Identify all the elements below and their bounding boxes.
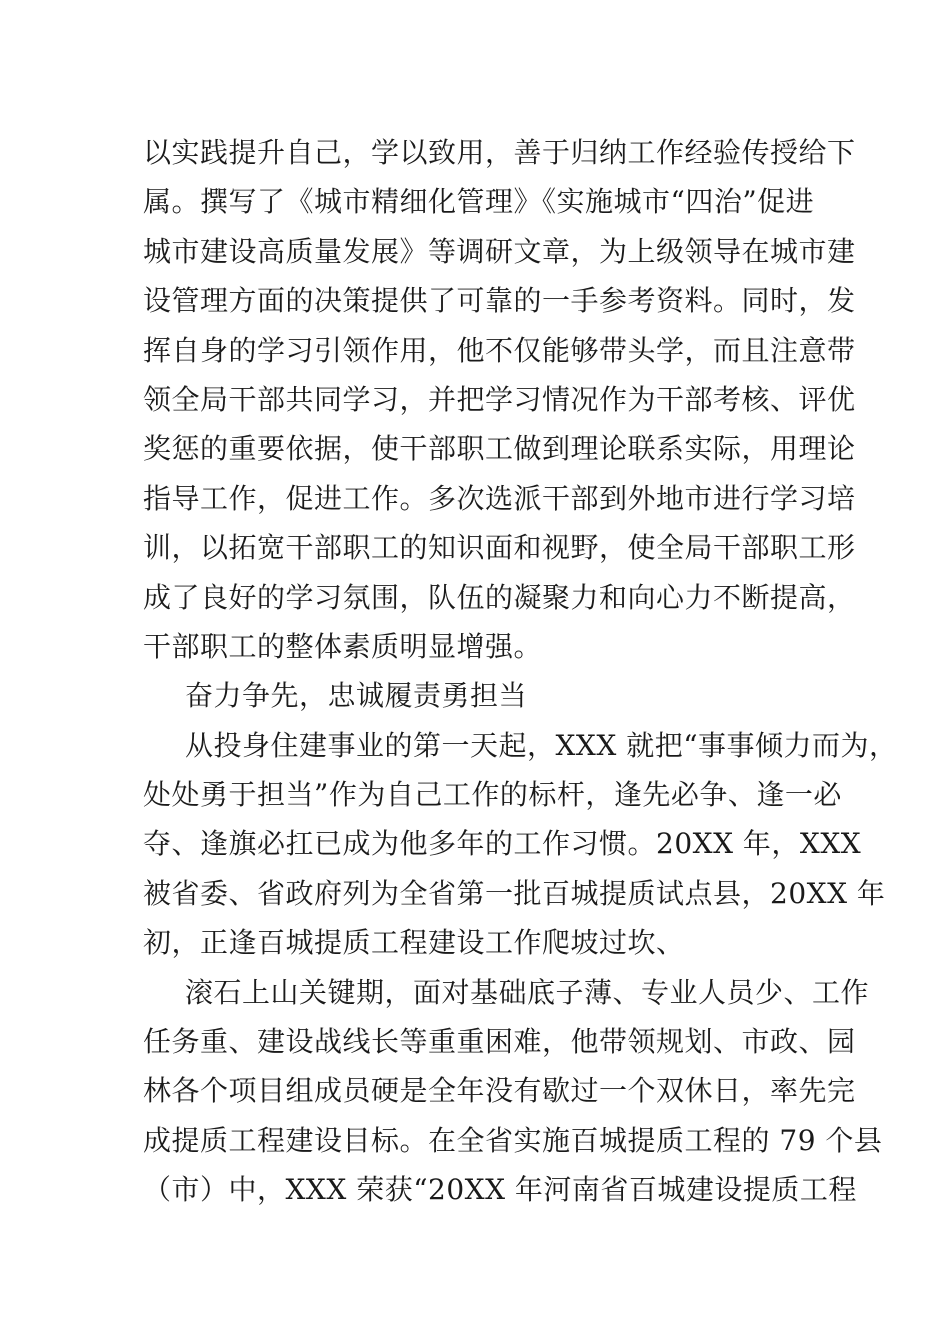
section-heading: 奋力争先，忠诚履责勇担当 xyxy=(185,679,528,713)
text-line: 属。撰写了《城市精细化管理》《实施城市“四治”促进 xyxy=(143,185,815,219)
text-line: 夺、逢旗必扛已成为他多年的工作习惯。20XX 年，XXX xyxy=(143,827,862,861)
text-line: 任务重、建设战线长等重重困难，他带领规划、市政、园 xyxy=(143,1025,856,1059)
text-line: 被省委、省政府列为全省第一批百城提质试点县，20XX 年 xyxy=(143,876,886,910)
text-line: 成提质工程建设目标。在全省实施百城提质工程的 79 个县 xyxy=(143,1123,883,1157)
text-line: 以实践提升自己，学以致用，善于归纳工作经验传授给下 xyxy=(143,136,856,169)
text-line: 初，正逢百城提质工程建设工作爬坡过坎、 xyxy=(143,926,685,960)
text-line: 城市建设高质量发展》等调研文章，为上级领导在城市建 xyxy=(143,234,856,268)
text-line: 指导工作，促进工作。多次选派干部到外地市进行学习培 xyxy=(143,481,856,515)
text-line: 林各个项目组成员硬是全年没有歇过一个双休日，率先完 xyxy=(143,1074,856,1108)
text-line: 从投身住建事业的第一天起，XXX 就把“事事倾力而为， xyxy=(185,728,898,762)
text-line: 处处勇于担当”作为自己工作的标杆，逢先必争、逢一必 xyxy=(143,778,842,812)
text-line: 设管理方面的决策提供了可靠的一手参考资料。同时，发 xyxy=(143,284,856,318)
text-line: 挥自身的学习引领作用，他不仅能够带头学，而且注意带 xyxy=(143,333,856,367)
text-line: 奖惩的重要依据，使干部职工做到理论联系实际，用理论 xyxy=(143,432,856,466)
text-line: （市）中，XXX 荣获“20XX 年河南省百城建设提质工程 xyxy=(143,1173,857,1207)
text-line: 干部职工的整体素质明显增强。 xyxy=(143,629,543,663)
text-line: 训，以拓宽干部职工的知识面和视野，使全局干部职工形 xyxy=(143,531,856,565)
text-line: 滚石上山关键期，面对基础底子薄、专业人员少、工作 xyxy=(185,975,870,1009)
text-line: 领全局干部共同学习，并把学习情况作为干部考核、评优 xyxy=(143,382,856,416)
body-text xyxy=(143,128,898,1215)
text-line: 成了良好的学习氛围，队伍的凝聚力和向心力不断提高， xyxy=(143,580,856,614)
